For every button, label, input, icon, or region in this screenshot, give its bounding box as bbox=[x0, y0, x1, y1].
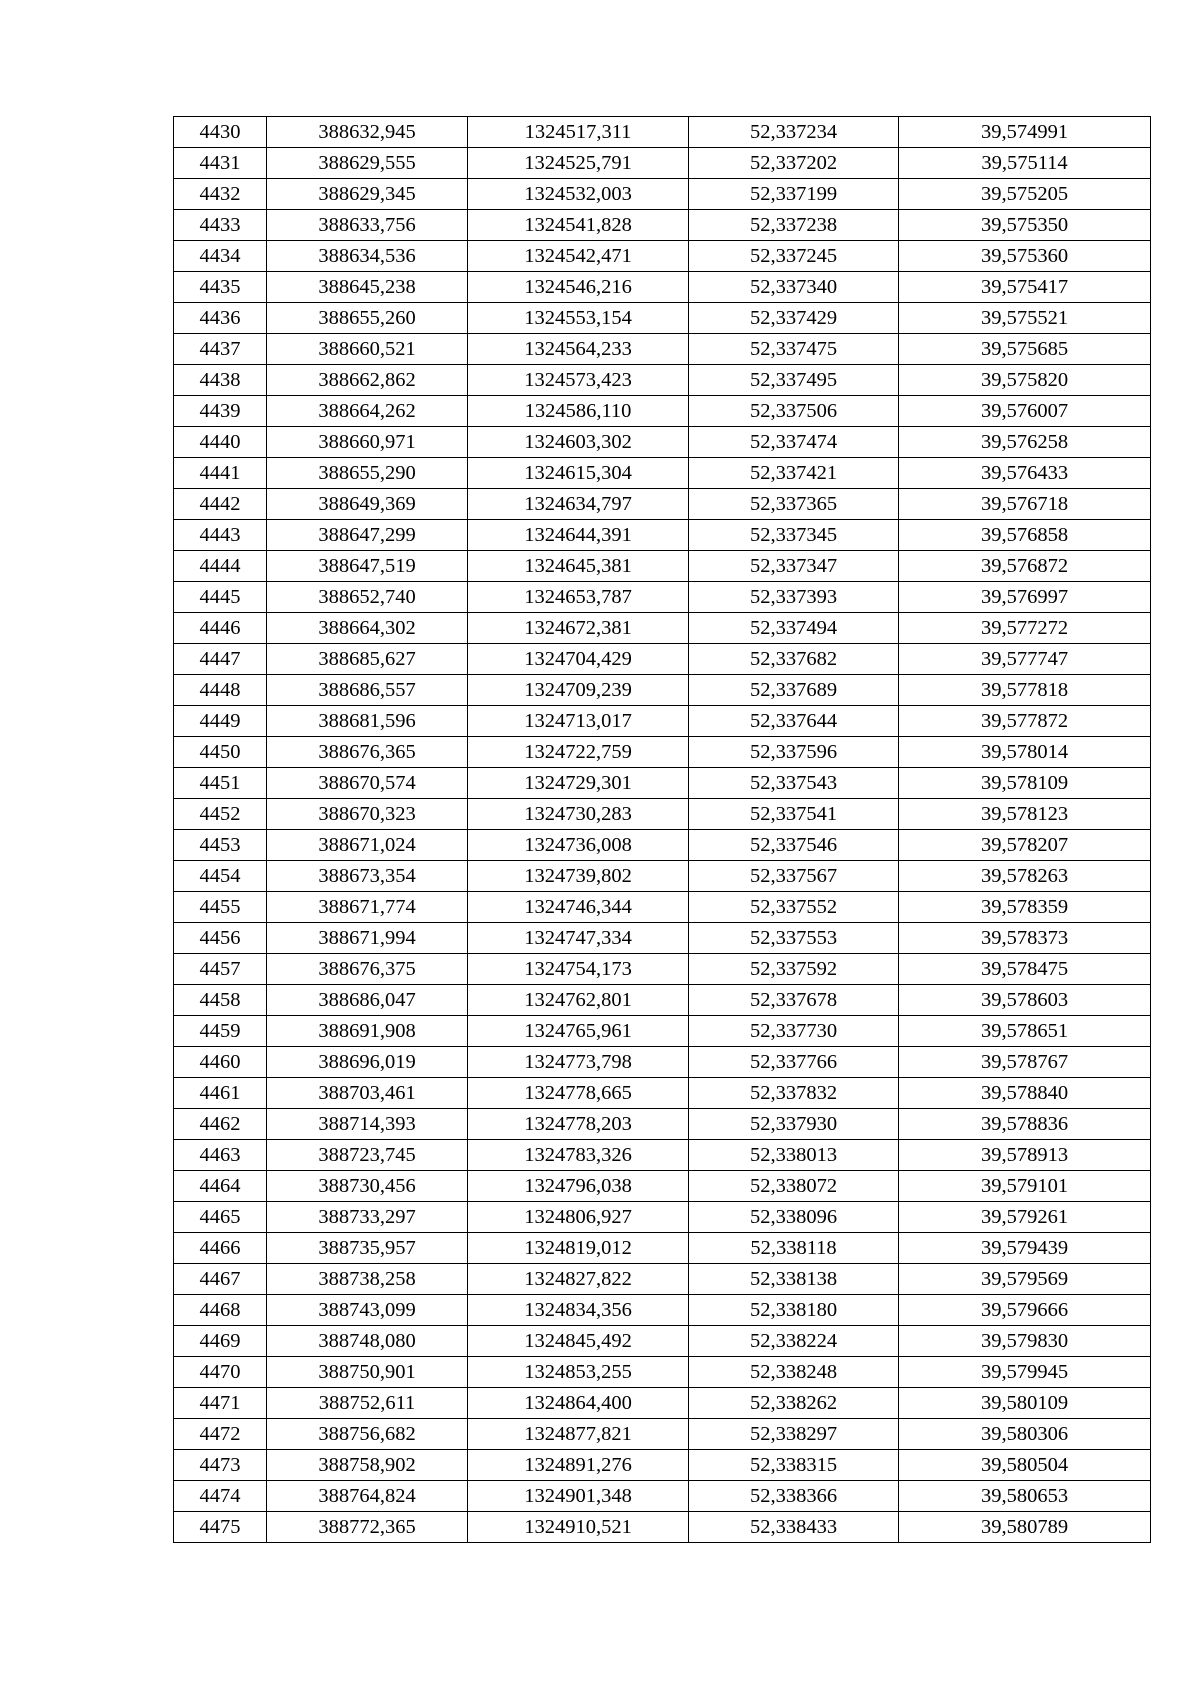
x-coordinate-cell: 388632,945 bbox=[267, 117, 468, 148]
longitude-cell: 39,578123 bbox=[899, 799, 1151, 830]
y-coordinate-cell: 1324796,038 bbox=[468, 1171, 689, 1202]
y-coordinate-cell: 1324901,348 bbox=[468, 1481, 689, 1512]
y-coordinate-cell: 1324525,791 bbox=[468, 148, 689, 179]
table-row bbox=[174, 1419, 1151, 1450]
point-number-cell: 4434 bbox=[174, 241, 267, 272]
longitude-cell: 39,578651 bbox=[899, 1016, 1151, 1047]
longitude-cell: 39,576433 bbox=[899, 458, 1151, 489]
x-coordinate-cell: 388723,745 bbox=[267, 1140, 468, 1171]
point-number-cell: 4437 bbox=[174, 334, 267, 365]
table-row bbox=[174, 272, 1151, 303]
table-row bbox=[174, 923, 1151, 954]
table-row bbox=[174, 1109, 1151, 1140]
table-row bbox=[174, 613, 1151, 644]
point-number-cell: 4470 bbox=[174, 1357, 267, 1388]
x-coordinate-cell: 388756,682 bbox=[267, 1419, 468, 1450]
point-number-cell: 4440 bbox=[174, 427, 267, 458]
latitude-cell: 52,338138 bbox=[689, 1264, 899, 1295]
table-row bbox=[174, 551, 1151, 582]
latitude-cell: 52,337365 bbox=[689, 489, 899, 520]
point-number-cell: 4430 bbox=[174, 117, 267, 148]
table-row bbox=[174, 582, 1151, 613]
y-coordinate-cell: 1324653,787 bbox=[468, 582, 689, 613]
latitude-cell: 52,337393 bbox=[689, 582, 899, 613]
point-number-cell: 4457 bbox=[174, 954, 267, 985]
latitude-cell: 52,337592 bbox=[689, 954, 899, 985]
table-row bbox=[174, 179, 1151, 210]
point-number-cell: 4436 bbox=[174, 303, 267, 334]
table-row bbox=[174, 1202, 1151, 1233]
y-coordinate-cell: 1324532,003 bbox=[468, 179, 689, 210]
latitude-cell: 52,337567 bbox=[689, 861, 899, 892]
x-coordinate-cell: 388676,375 bbox=[267, 954, 468, 985]
table-row bbox=[174, 1295, 1151, 1326]
longitude-cell: 39,576858 bbox=[899, 520, 1151, 551]
x-coordinate-cell: 388645,238 bbox=[267, 272, 468, 303]
x-coordinate-cell: 388647,299 bbox=[267, 520, 468, 551]
latitude-cell: 52,337541 bbox=[689, 799, 899, 830]
x-coordinate-cell: 388748,080 bbox=[267, 1326, 468, 1357]
x-coordinate-cell: 388629,555 bbox=[267, 148, 468, 179]
longitude-cell: 39,575685 bbox=[899, 334, 1151, 365]
y-coordinate-cell: 1324762,801 bbox=[468, 985, 689, 1016]
y-coordinate-cell: 1324672,381 bbox=[468, 613, 689, 644]
x-coordinate-cell: 388670,323 bbox=[267, 799, 468, 830]
point-number-cell: 4454 bbox=[174, 861, 267, 892]
table-row bbox=[174, 365, 1151, 396]
table-row bbox=[174, 1140, 1151, 1171]
latitude-cell: 52,337475 bbox=[689, 334, 899, 365]
x-coordinate-cell: 388685,627 bbox=[267, 644, 468, 675]
latitude-cell: 52,338118 bbox=[689, 1233, 899, 1264]
table-row bbox=[174, 117, 1151, 148]
x-coordinate-cell: 388671,994 bbox=[267, 923, 468, 954]
latitude-cell: 52,337832 bbox=[689, 1078, 899, 1109]
point-number-cell: 4435 bbox=[174, 272, 267, 303]
y-coordinate-cell: 1324806,927 bbox=[468, 1202, 689, 1233]
latitude-cell: 52,337234 bbox=[689, 117, 899, 148]
point-number-cell: 4466 bbox=[174, 1233, 267, 1264]
point-number-cell: 4444 bbox=[174, 551, 267, 582]
table-row bbox=[174, 799, 1151, 830]
latitude-cell: 52,338262 bbox=[689, 1388, 899, 1419]
y-coordinate-cell: 1324644,391 bbox=[468, 520, 689, 551]
latitude-cell: 52,337345 bbox=[689, 520, 899, 551]
y-coordinate-cell: 1324778,665 bbox=[468, 1078, 689, 1109]
y-coordinate-cell: 1324645,381 bbox=[468, 551, 689, 582]
point-number-cell: 4458 bbox=[174, 985, 267, 1016]
latitude-cell: 52,338013 bbox=[689, 1140, 899, 1171]
y-coordinate-cell: 1324845,492 bbox=[468, 1326, 689, 1357]
x-coordinate-cell: 388772,365 bbox=[267, 1512, 468, 1543]
x-coordinate-cell: 388652,740 bbox=[267, 582, 468, 613]
table-row bbox=[174, 303, 1151, 334]
x-coordinate-cell: 388629,345 bbox=[267, 179, 468, 210]
longitude-cell: 39,578373 bbox=[899, 923, 1151, 954]
longitude-cell: 39,575820 bbox=[899, 365, 1151, 396]
longitude-cell: 39,580789 bbox=[899, 1512, 1151, 1543]
x-coordinate-cell: 388686,047 bbox=[267, 985, 468, 1016]
point-number-cell: 4460 bbox=[174, 1047, 267, 1078]
latitude-cell: 52,338072 bbox=[689, 1171, 899, 1202]
y-coordinate-cell: 1324891,276 bbox=[468, 1450, 689, 1481]
table-row bbox=[174, 768, 1151, 799]
table-row bbox=[174, 675, 1151, 706]
longitude-cell: 39,578207 bbox=[899, 830, 1151, 861]
table-row bbox=[174, 396, 1151, 427]
longitude-cell: 39,575360 bbox=[899, 241, 1151, 272]
table-body bbox=[174, 117, 1151, 1543]
x-coordinate-cell: 388703,461 bbox=[267, 1078, 468, 1109]
longitude-cell: 39,576718 bbox=[899, 489, 1151, 520]
table-row bbox=[174, 427, 1151, 458]
longitude-cell: 39,578475 bbox=[899, 954, 1151, 985]
y-coordinate-cell: 1324783,326 bbox=[468, 1140, 689, 1171]
longitude-cell: 39,580653 bbox=[899, 1481, 1151, 1512]
latitude-cell: 52,337553 bbox=[689, 923, 899, 954]
x-coordinate-cell: 388764,824 bbox=[267, 1481, 468, 1512]
longitude-cell: 39,578359 bbox=[899, 892, 1151, 923]
x-coordinate-cell: 388649,369 bbox=[267, 489, 468, 520]
x-coordinate-cell: 388655,290 bbox=[267, 458, 468, 489]
longitude-cell: 39,579101 bbox=[899, 1171, 1151, 1202]
longitude-cell: 39,576007 bbox=[899, 396, 1151, 427]
point-number-cell: 4449 bbox=[174, 706, 267, 737]
table-row bbox=[174, 1233, 1151, 1264]
longitude-cell: 39,579945 bbox=[899, 1357, 1151, 1388]
longitude-cell: 39,580109 bbox=[899, 1388, 1151, 1419]
y-coordinate-cell: 1324834,356 bbox=[468, 1295, 689, 1326]
x-coordinate-cell: 388670,574 bbox=[267, 768, 468, 799]
table-row bbox=[174, 830, 1151, 861]
table-row bbox=[174, 985, 1151, 1016]
table-row bbox=[174, 892, 1151, 923]
y-coordinate-cell: 1324709,239 bbox=[468, 675, 689, 706]
x-coordinate-cell: 388758,902 bbox=[267, 1450, 468, 1481]
table-row bbox=[174, 1512, 1151, 1543]
y-coordinate-cell: 1324615,304 bbox=[468, 458, 689, 489]
longitude-cell: 39,578263 bbox=[899, 861, 1151, 892]
longitude-cell: 39,579261 bbox=[899, 1202, 1151, 1233]
point-number-cell: 4459 bbox=[174, 1016, 267, 1047]
longitude-cell: 39,575521 bbox=[899, 303, 1151, 334]
x-coordinate-cell: 388634,536 bbox=[267, 241, 468, 272]
point-number-cell: 4469 bbox=[174, 1326, 267, 1357]
y-coordinate-cell: 1324722,759 bbox=[468, 737, 689, 768]
point-number-cell: 4455 bbox=[174, 892, 267, 923]
point-number-cell: 4445 bbox=[174, 582, 267, 613]
y-coordinate-cell: 1324910,521 bbox=[468, 1512, 689, 1543]
latitude-cell: 52,337678 bbox=[689, 985, 899, 1016]
latitude-cell: 52,338180 bbox=[689, 1295, 899, 1326]
x-coordinate-cell: 388671,774 bbox=[267, 892, 468, 923]
point-number-cell: 4464 bbox=[174, 1171, 267, 1202]
latitude-cell: 52,338297 bbox=[689, 1419, 899, 1450]
point-number-cell: 4438 bbox=[174, 365, 267, 396]
table-row bbox=[174, 489, 1151, 520]
latitude-cell: 52,338096 bbox=[689, 1202, 899, 1233]
longitude-cell: 39,575205 bbox=[899, 179, 1151, 210]
x-coordinate-cell: 388691,908 bbox=[267, 1016, 468, 1047]
table-row bbox=[174, 1047, 1151, 1078]
y-coordinate-cell: 1324729,301 bbox=[468, 768, 689, 799]
y-coordinate-cell: 1324819,012 bbox=[468, 1233, 689, 1264]
longitude-cell: 39,578840 bbox=[899, 1078, 1151, 1109]
latitude-cell: 52,337689 bbox=[689, 675, 899, 706]
table-row bbox=[174, 1078, 1151, 1109]
latitude-cell: 52,337730 bbox=[689, 1016, 899, 1047]
x-coordinate-cell: 388662,862 bbox=[267, 365, 468, 396]
table-row bbox=[174, 148, 1151, 179]
point-number-cell: 4467 bbox=[174, 1264, 267, 1295]
y-coordinate-cell: 1324827,822 bbox=[468, 1264, 689, 1295]
point-number-cell: 4463 bbox=[174, 1140, 267, 1171]
point-number-cell: 4442 bbox=[174, 489, 267, 520]
longitude-cell: 39,579830 bbox=[899, 1326, 1151, 1357]
table-row bbox=[174, 1171, 1151, 1202]
point-number-cell: 4475 bbox=[174, 1512, 267, 1543]
longitude-cell: 39,578109 bbox=[899, 768, 1151, 799]
longitude-cell: 39,576997 bbox=[899, 582, 1151, 613]
point-number-cell: 4451 bbox=[174, 768, 267, 799]
table-row bbox=[174, 1450, 1151, 1481]
point-number-cell: 4471 bbox=[174, 1388, 267, 1419]
x-coordinate-cell: 388673,354 bbox=[267, 861, 468, 892]
y-coordinate-cell: 1324542,471 bbox=[468, 241, 689, 272]
table-row bbox=[174, 1357, 1151, 1388]
point-number-cell: 4472 bbox=[174, 1419, 267, 1450]
table-row bbox=[174, 706, 1151, 737]
latitude-cell: 52,337474 bbox=[689, 427, 899, 458]
x-coordinate-cell: 388733,297 bbox=[267, 1202, 468, 1233]
x-coordinate-cell: 388738,258 bbox=[267, 1264, 468, 1295]
point-number-cell: 4443 bbox=[174, 520, 267, 551]
x-coordinate-cell: 388664,302 bbox=[267, 613, 468, 644]
latitude-cell: 52,337245 bbox=[689, 241, 899, 272]
longitude-cell: 39,574991 bbox=[899, 117, 1151, 148]
x-coordinate-cell: 388671,024 bbox=[267, 830, 468, 861]
longitude-cell: 39,579569 bbox=[899, 1264, 1151, 1295]
y-coordinate-cell: 1324739,802 bbox=[468, 861, 689, 892]
y-coordinate-cell: 1324730,283 bbox=[468, 799, 689, 830]
point-number-cell: 4447 bbox=[174, 644, 267, 675]
table-row bbox=[174, 458, 1151, 489]
latitude-cell: 52,337543 bbox=[689, 768, 899, 799]
latitude-cell: 52,337546 bbox=[689, 830, 899, 861]
latitude-cell: 52,338315 bbox=[689, 1450, 899, 1481]
latitude-cell: 52,337495 bbox=[689, 365, 899, 396]
table-row bbox=[174, 1264, 1151, 1295]
table-row bbox=[174, 1481, 1151, 1512]
longitude-cell: 39,579666 bbox=[899, 1295, 1151, 1326]
y-coordinate-cell: 1324546,216 bbox=[468, 272, 689, 303]
latitude-cell: 52,337199 bbox=[689, 179, 899, 210]
y-coordinate-cell: 1324747,334 bbox=[468, 923, 689, 954]
table-row bbox=[174, 520, 1151, 551]
longitude-cell: 39,576872 bbox=[899, 551, 1151, 582]
x-coordinate-cell: 388681,596 bbox=[267, 706, 468, 737]
latitude-cell: 52,337930 bbox=[689, 1109, 899, 1140]
longitude-cell: 39,578603 bbox=[899, 985, 1151, 1016]
point-number-cell: 4433 bbox=[174, 210, 267, 241]
y-coordinate-cell: 1324765,961 bbox=[468, 1016, 689, 1047]
point-number-cell: 4450 bbox=[174, 737, 267, 768]
y-coordinate-cell: 1324603,302 bbox=[468, 427, 689, 458]
table-row bbox=[174, 241, 1151, 272]
point-number-cell: 4432 bbox=[174, 179, 267, 210]
y-coordinate-cell: 1324704,429 bbox=[468, 644, 689, 675]
y-coordinate-cell: 1324553,154 bbox=[468, 303, 689, 334]
y-coordinate-cell: 1324634,797 bbox=[468, 489, 689, 520]
latitude-cell: 52,337506 bbox=[689, 396, 899, 427]
latitude-cell: 52,337682 bbox=[689, 644, 899, 675]
y-coordinate-cell: 1324586,110 bbox=[468, 396, 689, 427]
latitude-cell: 52,337766 bbox=[689, 1047, 899, 1078]
latitude-cell: 52,337494 bbox=[689, 613, 899, 644]
table-row bbox=[174, 1326, 1151, 1357]
y-coordinate-cell: 1324778,203 bbox=[468, 1109, 689, 1140]
table-row bbox=[174, 861, 1151, 892]
latitude-cell: 52,337596 bbox=[689, 737, 899, 768]
y-coordinate-cell: 1324773,798 bbox=[468, 1047, 689, 1078]
x-coordinate-cell: 388714,393 bbox=[267, 1109, 468, 1140]
longitude-cell: 39,580306 bbox=[899, 1419, 1151, 1450]
y-coordinate-cell: 1324736,008 bbox=[468, 830, 689, 861]
latitude-cell: 52,338224 bbox=[689, 1326, 899, 1357]
latitude-cell: 52,338248 bbox=[689, 1357, 899, 1388]
latitude-cell: 52,338366 bbox=[689, 1481, 899, 1512]
longitude-cell: 39,576258 bbox=[899, 427, 1151, 458]
point-number-cell: 4468 bbox=[174, 1295, 267, 1326]
longitude-cell: 39,577818 bbox=[899, 675, 1151, 706]
y-coordinate-cell: 1324864,400 bbox=[468, 1388, 689, 1419]
x-coordinate-cell: 388660,521 bbox=[267, 334, 468, 365]
point-number-cell: 4474 bbox=[174, 1481, 267, 1512]
x-coordinate-cell: 388664,262 bbox=[267, 396, 468, 427]
coordinates-table bbox=[173, 116, 1151, 1543]
x-coordinate-cell: 388730,456 bbox=[267, 1171, 468, 1202]
y-coordinate-cell: 1324853,255 bbox=[468, 1357, 689, 1388]
point-number-cell: 4439 bbox=[174, 396, 267, 427]
y-coordinate-cell: 1324754,173 bbox=[468, 954, 689, 985]
y-coordinate-cell: 1324573,423 bbox=[468, 365, 689, 396]
longitude-cell: 39,575350 bbox=[899, 210, 1151, 241]
x-coordinate-cell: 388696,019 bbox=[267, 1047, 468, 1078]
y-coordinate-cell: 1324713,017 bbox=[468, 706, 689, 737]
point-number-cell: 4462 bbox=[174, 1109, 267, 1140]
x-coordinate-cell: 388633,756 bbox=[267, 210, 468, 241]
x-coordinate-cell: 388655,260 bbox=[267, 303, 468, 334]
latitude-cell: 52,337340 bbox=[689, 272, 899, 303]
latitude-cell: 52,337421 bbox=[689, 458, 899, 489]
longitude-cell: 39,578836 bbox=[899, 1109, 1151, 1140]
y-coordinate-cell: 1324541,828 bbox=[468, 210, 689, 241]
point-number-cell: 4453 bbox=[174, 830, 267, 861]
x-coordinate-cell: 388686,557 bbox=[267, 675, 468, 706]
longitude-cell: 39,578913 bbox=[899, 1140, 1151, 1171]
x-coordinate-cell: 388752,611 bbox=[267, 1388, 468, 1419]
table-row bbox=[174, 1388, 1151, 1419]
table-row bbox=[174, 954, 1151, 985]
latitude-cell: 52,337644 bbox=[689, 706, 899, 737]
point-number-cell: 4461 bbox=[174, 1078, 267, 1109]
longitude-cell: 39,577747 bbox=[899, 644, 1151, 675]
table-row bbox=[174, 334, 1151, 365]
longitude-cell: 39,575114 bbox=[899, 148, 1151, 179]
latitude-cell: 52,337429 bbox=[689, 303, 899, 334]
table-row bbox=[174, 644, 1151, 675]
x-coordinate-cell: 388676,365 bbox=[267, 737, 468, 768]
longitude-cell: 39,578767 bbox=[899, 1047, 1151, 1078]
longitude-cell: 39,578014 bbox=[899, 737, 1151, 768]
x-coordinate-cell: 388735,957 bbox=[267, 1233, 468, 1264]
longitude-cell: 39,577272 bbox=[899, 613, 1151, 644]
longitude-cell: 39,575417 bbox=[899, 272, 1151, 303]
x-coordinate-cell: 388743,099 bbox=[267, 1295, 468, 1326]
x-coordinate-cell: 388660,971 bbox=[267, 427, 468, 458]
point-number-cell: 4446 bbox=[174, 613, 267, 644]
point-number-cell: 4441 bbox=[174, 458, 267, 489]
y-coordinate-cell: 1324517,311 bbox=[468, 117, 689, 148]
y-coordinate-cell: 1324564,233 bbox=[468, 334, 689, 365]
y-coordinate-cell: 1324877,821 bbox=[468, 1419, 689, 1450]
point-number-cell: 4473 bbox=[174, 1450, 267, 1481]
point-number-cell: 4452 bbox=[174, 799, 267, 830]
point-number-cell: 4448 bbox=[174, 675, 267, 706]
latitude-cell: 52,337202 bbox=[689, 148, 899, 179]
y-coordinate-cell: 1324746,344 bbox=[468, 892, 689, 923]
table-row bbox=[174, 210, 1151, 241]
longitude-cell: 39,579439 bbox=[899, 1233, 1151, 1264]
x-coordinate-cell: 388647,519 bbox=[267, 551, 468, 582]
table-row bbox=[174, 1016, 1151, 1047]
latitude-cell: 52,337347 bbox=[689, 551, 899, 582]
point-number-cell: 4465 bbox=[174, 1202, 267, 1233]
latitude-cell: 52,338433 bbox=[689, 1512, 899, 1543]
point-number-cell: 4456 bbox=[174, 923, 267, 954]
table-row bbox=[174, 737, 1151, 768]
latitude-cell: 52,337552 bbox=[689, 892, 899, 923]
longitude-cell: 39,580504 bbox=[899, 1450, 1151, 1481]
point-number-cell: 4431 bbox=[174, 148, 267, 179]
longitude-cell: 39,577872 bbox=[899, 706, 1151, 737]
x-coordinate-cell: 388750,901 bbox=[267, 1357, 468, 1388]
latitude-cell: 52,337238 bbox=[689, 210, 899, 241]
